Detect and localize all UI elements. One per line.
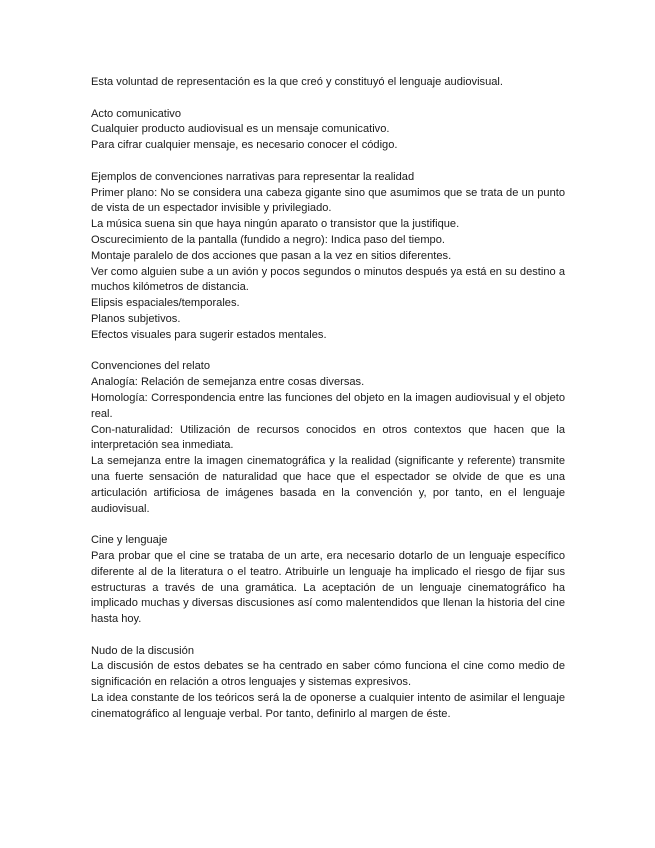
section-heading-cine-lenguaje: Cine y lenguaje: [91, 534, 168, 547]
paragraph: La semejanza entre la imagen cinematográfica y la realidad (significante y referente) transmite una fuerte sensación de naturalidad que hace que el espectador se olvide de que es una articulación artificiosa de imágenes basada en la convención y, por tanto, en el lenguaje audiovisual.: [91, 455, 565, 515]
paragraph: Primer plano: No se considera una cabeza gigante sino que asumimos que se trata de un punto de vista de un espectador invisible y privilegiado.: [91, 186, 565, 215]
paragraph: La música suena sin que haya ningún aparato o transistor que la justifique.: [91, 218, 460, 231]
spacer: [91, 344, 565, 360]
section-heading-convenciones-relato: Convenciones del relato: [91, 360, 211, 373]
paragraph: Analogía: Relación de semejanza entre cosas diversas.: [91, 376, 365, 389]
paragraph: La idea constante de los teóricos será la de oponerse a cualquier intento de asimilar el lenguaje cinematográfico al lenguaje verbal. Por tanto, definirlo al margen de éste.: [91, 692, 565, 720]
paragraph: Planos subjetivos.: [91, 312, 181, 325]
paragraph: Efectos visuales para sugerir estados mentales.: [91, 328, 327, 341]
paragraph: Homología: Correspondencia entre las funciones del objeto en la imagen audiovisual y el objeto real.: [91, 391, 565, 420]
paragraph: Oscurecimiento de la pantalla (fundido a negro): Indica paso del tiempo.: [91, 233, 445, 246]
paragraph: Montaje paralelo de dos acciones que pasan a la vez en sitios diferentes.: [91, 249, 452, 262]
section-heading-acto-comunicativo: Acto comunicativo: [91, 107, 182, 120]
paragraph: Elipsis espaciales/temporales.: [91, 297, 240, 310]
section-heading-nudo-discusion: Nudo de la discusión: [91, 644, 194, 657]
section-heading-ejemplos-convenciones: Ejemplos de convenciones narrativas para representar la realidad: [91, 170, 415, 183]
paragraph: Ver como alguien sube a un avión y pocos segundos o minutos después ya está en su destino a muchos kilómetros de distancia.: [91, 265, 565, 294]
intro-paragraph: Esta voluntad de representación es la que creó y constituyó el lenguaje audiovisual.: [91, 76, 503, 88]
spacer: [91, 517, 565, 533]
paragraph: Cualquier producto audiovisual es un mensaje comunicativo.: [91, 123, 390, 136]
document-body: [91, 75, 565, 723]
spacer: [91, 628, 565, 644]
paragraph: La discusión de estos debates se ha centrado en saber cómo funciona el cine como medio de significación en relación a otros lenguajes y sistemas expresivos.: [91, 660, 565, 689]
spacer: [91, 91, 565, 107]
paragraph: Para probar que el cine se trataba de un arte, era necesario dotarlo de un lenguaje específico diferente al de la literatura o el teatro. Atribuirle un lenguaje ha implicado el riesgo de fijar sus estructuras a través de una gramática. La aceptación de un lenguaje cinematográfico ha implicado muchas y diversas discusiones así como malentendidos que llenan la historia del cine hasta hoy.: [91, 549, 565, 626]
spacer: [91, 154, 565, 170]
paragraph: Con-naturalidad: Utilización de recursos conocidos en otros contextos que hacen que la interpretación sea inmediata.: [91, 423, 565, 452]
paragraph: Para cifrar cualquier mensaje, es necesario conocer el código.: [91, 139, 398, 152]
